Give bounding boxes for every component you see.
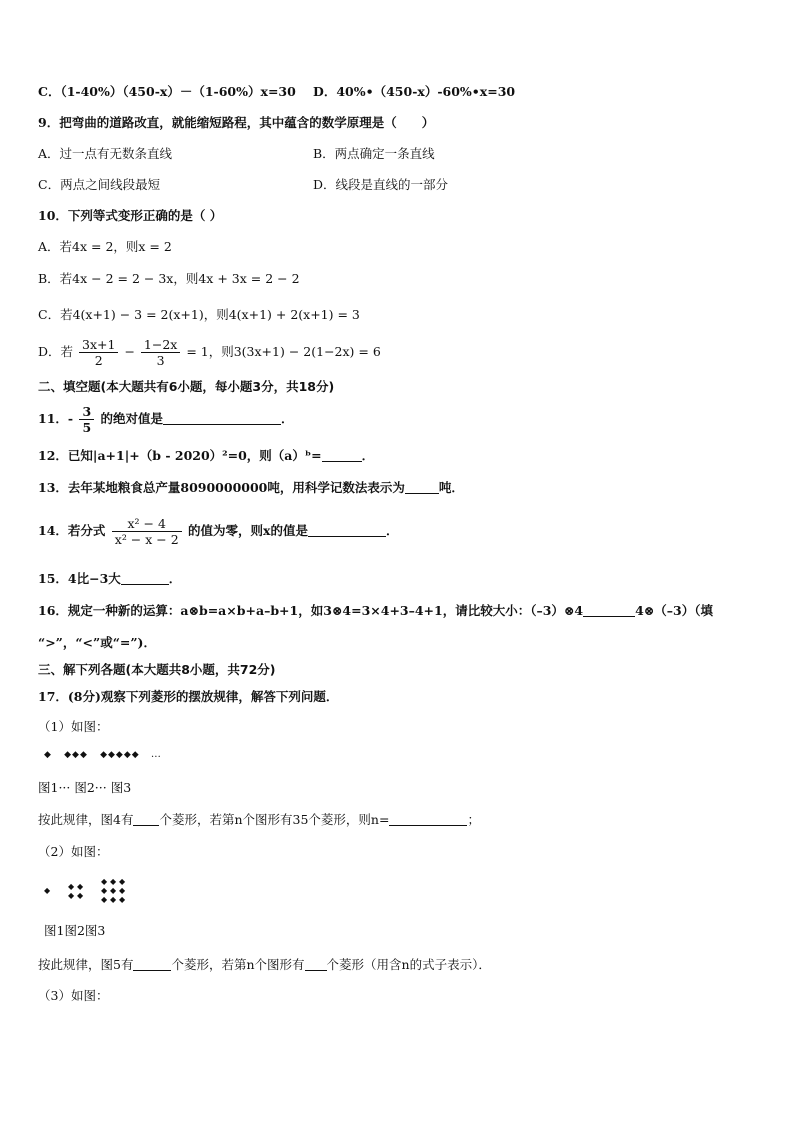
fraction-denominator: 3 — [156, 353, 165, 368]
q14-fraction — [112, 516, 182, 547]
q10-option-d — [38, 337, 381, 368]
q17-p1-text-b: 个菱形，若第n个图形有35个菱形，则n= — [159, 812, 390, 827]
q16-line-2: “>”，“<”或“=”)． — [38, 635, 156, 650]
q9-option-a: A．过一点有无数条直线 — [38, 146, 173, 161]
section-3-heading: 三、解下列各题(本大题共8小题，共72分) — [38, 662, 276, 677]
q15-end: ． — [168, 571, 182, 586]
ellipsis: … — [150, 749, 161, 760]
q9-option-c: C．两点之间线段最短 — [38, 177, 161, 192]
q11-fraction — [79, 404, 94, 435]
diamond-icon: ◆ — [67, 881, 75, 891]
q10-stem: 10．下列等式变形正确的是（ ） — [38, 208, 223, 223]
q17-part2-figure — [44, 878, 127, 904]
q17-p1-text-a: 按此规律，图4有 — [38, 812, 134, 827]
q13-text: 13．去年某地粮食总产量8090000000吨，用科学记数法表示为 — [38, 480, 405, 495]
fraction-denominator: 5 — [82, 420, 92, 435]
diamond-icon: ◆ — [100, 877, 108, 886]
q10-d-minus: − — [124, 344, 135, 359]
q17-part1-question — [38, 810, 480, 830]
answer-blank[interactable] — [121, 570, 169, 585]
q12 — [38, 446, 374, 466]
diamond-icon: ◆ — [109, 877, 117, 886]
q17-part1-label: （1）如图： — [38, 719, 109, 734]
diamond-icon: ◆ — [109, 886, 117, 895]
q14-suffix: 的值为零，则x的值是 — [188, 523, 308, 538]
q15 — [38, 569, 181, 589]
diamond-icon: ◆ — [118, 877, 126, 886]
q13 — [38, 478, 464, 498]
q9-option-b: B．两点确定一条直线 — [313, 146, 435, 161]
diamond-icon: ◆ — [67, 890, 75, 900]
diamond-icon: ◆◆◆ — [64, 750, 88, 760]
answer-blank[interactable] — [308, 522, 386, 537]
q17-part2-caption: 图1图2图3 — [44, 923, 106, 938]
fraction-denominator: x² − x − 2 — [114, 532, 179, 547]
answer-blank[interactable] — [163, 410, 281, 425]
q8-option-c: C．（1-40%）（450-x）－（1-60%）x=30 — [38, 84, 296, 99]
answer-blank[interactable] — [405, 479, 439, 494]
answer-blank[interactable] — [305, 956, 327, 971]
q17-part1-figure — [44, 745, 161, 765]
q11-suffix: 的绝对值是 — [100, 411, 164, 426]
q10-d-prefix: D．若 — [38, 344, 74, 359]
diamond-icon: ◆◆◆◆◆ — [100, 750, 140, 760]
q9-option-d: D．线段是直线的一部分 — [313, 177, 449, 192]
diamond-icon: ◆ — [118, 895, 126, 904]
fraction-numerator: 3 — [79, 404, 94, 420]
q10-d-fraction-1 — [79, 337, 118, 368]
diamond-icon: ◆ — [100, 886, 108, 895]
q17-p1-text-c: ； — [467, 812, 480, 827]
q17-p2-text-b: 个菱形，若第n个图形有 — [171, 957, 305, 972]
q9-stem: 9．把弯曲的道路改直，就能缩短路程，其中蕴含的数学原理是（ ） — [38, 115, 435, 130]
q10-option-a: A．若4x = 2，则x = 2 — [38, 239, 172, 254]
diamond-icon: ◆ — [76, 890, 84, 900]
q16-line-1 — [38, 601, 713, 621]
q12-text: 12．已知|a+1|+（b - 2020）²=0，则（a）ᵇ= — [38, 448, 322, 463]
q17-part1-caption: 图1··· 图2··· 图3 — [38, 780, 132, 795]
q16-text: 16．规定一种新的运算：a⊗b=a×b+a–b+1，如3⊗4=3×4+3–4+1，请比较大小：（–3）⊗4 — [38, 603, 584, 618]
diamond-icon: ◆ — [44, 886, 51, 895]
q14 — [38, 516, 399, 547]
fraction-denominator: 2 — [94, 353, 103, 368]
q17-part3-label: （3）如图： — [38, 988, 109, 1003]
q11-prefix: 11．- — [38, 411, 74, 426]
fraction-numerator: 3x+1 — [79, 337, 118, 353]
diamond-grid-3 — [101, 878, 127, 904]
section-2-heading: 二、填空题(本大题共有6小题，每小题3分，共18分) — [38, 379, 335, 394]
q8-option-d: D．40%•（450-x）-60%•x=30 — [313, 84, 516, 99]
q17-part2-label: （2）如图： — [38, 844, 109, 859]
diamond-icon: ◆ — [109, 895, 117, 904]
q10-option-b: B．若4x − 2 = 2 − 3x，则4x + 3x = 2 − 2 — [38, 271, 300, 286]
answer-blank[interactable] — [133, 956, 171, 971]
q14-end: ． — [385, 523, 399, 538]
q10-option-c: C．若4(x+1) − 3 = 2(x+1)，则4(x+1) + 2(x+1) = 3 — [38, 307, 360, 322]
answer-blank[interactable] — [389, 811, 467, 826]
answer-blank[interactable] — [322, 447, 362, 462]
q11 — [38, 404, 294, 435]
fraction-numerator: 1−2x — [141, 337, 180, 353]
q10-d-fraction-2 — [141, 337, 180, 368]
q17-p2-text-a: 按此规律，图5有 — [38, 957, 134, 972]
answer-blank[interactable] — [133, 811, 159, 826]
diamond-icon: ◆ — [118, 886, 126, 895]
q12-end: ． — [361, 448, 375, 463]
q17-p2-text-c: 个菱形（用含n的式子表示）． — [326, 957, 491, 972]
answer-blank[interactable] — [583, 602, 635, 617]
q16-text-b: 4⊗（–3）（填 — [635, 603, 713, 618]
diamond-icon: ◆ — [76, 881, 84, 891]
q13-end: 吨． — [438, 480, 464, 495]
q10-d-suffix: = 1，则3(3x+1) − 2(1−2x) = 6 — [186, 344, 381, 359]
diamond-grid-2 — [68, 883, 85, 900]
q11-end: ． — [281, 411, 294, 426]
fraction-numerator: x² − 4 — [112, 516, 182, 532]
q17-stem: 17．(8分)观察下列菱形的摆放规律，解答下列问题． — [38, 689, 339, 704]
diamond-grid-1 — [44, 887, 52, 895]
q17-part2-question — [38, 955, 491, 975]
q14-prefix: 14．若分式 — [38, 523, 106, 538]
diamond-icon: ◆ — [100, 895, 108, 904]
diamond-icon: ◆ — [44, 750, 52, 760]
q15-text: 15．4比−3大 — [38, 571, 121, 586]
